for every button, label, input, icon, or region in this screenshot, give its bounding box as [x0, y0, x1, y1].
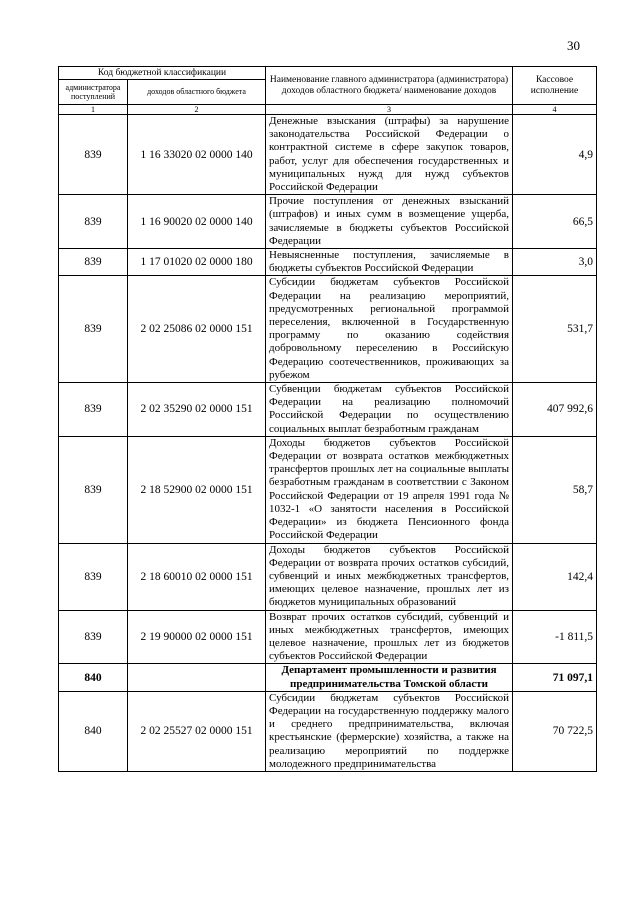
column-number-row: [59, 105, 597, 115]
amount: 407 992,6: [513, 383, 597, 437]
amount: 71 097,1: [513, 664, 597, 691]
column-number-2: 2: [128, 105, 266, 115]
column-number-3: 3: [266, 105, 513, 115]
table-row: [59, 249, 597, 276]
table-row: [59, 115, 597, 195]
income-name: Доходы бюджетов субъектов Российской Федерации от возврата остатков межбюджетных трансфертов прошлых лет на социальные выплаты безработным гражданам в соответствии с Законом Российской Федерации от 19 апреля 1991 года № 1032-1 «О занятости населения в Российской Федерации» из бюджета Пенсионного фонда Российской Федерации: [266, 436, 513, 543]
admin-code: 839: [59, 543, 128, 610]
table-row: [59, 610, 597, 664]
table-row: [59, 436, 597, 543]
amount: 58,7: [513, 436, 597, 543]
income-code: [128, 664, 266, 691]
admin-code: 839: [59, 610, 128, 664]
admin-code: 839: [59, 436, 128, 543]
table-row: [59, 543, 597, 610]
income-code: 1 17 01020 02 0000 180: [128, 249, 266, 276]
amount: 531,7: [513, 276, 597, 383]
income-name: Денежные взыскания (штрафы) за нарушение законодательства Российской Федерации о контрактной системе в сфере закупок товаров, работ, услуг для обеспечения государственных и муниципальных нужд для нужд субъектов Российской Федерации: [266, 115, 513, 195]
amount: 70 722,5: [513, 691, 597, 771]
admin-code: 839: [59, 195, 128, 249]
income-code: 2 18 60010 02 0000 151: [128, 543, 266, 610]
budget-table: [58, 66, 597, 772]
admin-header: администратора поступлений: [59, 80, 128, 105]
income-name: Невыясненные поступления, зачисляемые в бюджеты субъектов Российской Федерации: [266, 249, 513, 276]
amount: -1 811,5: [513, 610, 597, 664]
table-row: [59, 276, 597, 383]
income-code: 1 16 33020 02 0000 140: [128, 115, 266, 195]
income-code: 2 02 35290 02 0000 151: [128, 383, 266, 437]
income-name: Субсидии бюджетам субъектов Российской Федерации на реализацию мероприятий, предусмотренных региональной программой переселения, включенной в Государственную программу по оказанию содействия добровольному переселению в Российскую Федерацию соотечественников, проживающих за рубежом: [266, 276, 513, 383]
income-code: 2 02 25527 02 0000 151: [128, 691, 266, 771]
income-name: Субвенции бюджетам субъектов Российской Федерации на реализацию полномочий Российской Федерации по осуществлению социальных выплат безработным гражданам: [266, 383, 513, 437]
income-code: 2 18 52900 02 0000 151: [128, 436, 266, 543]
name-header: Наименование главного администратора (администратора) доходов областного бюджета/ наименование доходов: [266, 67, 513, 105]
column-number-4: 4: [513, 105, 597, 115]
income-name: Возврат прочих остатков субсидий, субвенций и иных межбюджетных трансфертов, имеющих целевое назначение, прошлых лет из бюджетов субъектов Российской Федерации: [266, 610, 513, 664]
income-code: 2 19 90000 02 0000 151: [128, 610, 266, 664]
amount: 3,0: [513, 249, 597, 276]
amount: 66,5: [513, 195, 597, 249]
amount-header: Кассовое исполнение: [513, 67, 597, 105]
table-row: [59, 195, 597, 249]
admin-code: 840: [59, 691, 128, 771]
amount: 142,4: [513, 543, 597, 610]
classification-header: Код бюджетной классификации: [59, 67, 266, 80]
section-row: [59, 664, 597, 691]
admin-code: 839: [59, 249, 128, 276]
income-name: Субсидии бюджетам субъектов Российской Федерации на государственную поддержку малого и среднего предпринимательства, включая крестьянские (фермерские) хозяйства, а также на реализацию мероприятий по поддержке молодежного предпринимательства: [266, 691, 513, 771]
column-number-1: 1: [59, 105, 128, 115]
income-code: 1 16 90020 02 0000 140: [128, 195, 266, 249]
admin-code: 839: [59, 115, 128, 195]
department-name: Департамент промышленности и развития предпринимательства Томской области: [266, 664, 513, 691]
income-header: доходов областного бюджета: [128, 80, 266, 105]
admin-code: 839: [59, 276, 128, 383]
table-row: [59, 383, 597, 437]
income-name: Доходы бюджетов субъектов Российской Федерации от возврата прочих остатков субсидий, субвенций и иных межбюджетных трансфертов, имеющих целевое назначение, прошлых лет из бюджетов муниципальных образований: [266, 543, 513, 610]
admin-code: 839: [59, 383, 128, 437]
income-name: Прочие поступления от денежных взысканий (штрафов) и иных сумм в возмещение ущерба, зачисляемые в бюджеты субъектов Российской Федерации: [266, 195, 513, 249]
income-code: 2 02 25086 02 0000 151: [128, 276, 266, 383]
table-row: [59, 691, 597, 771]
header-row: [59, 67, 597, 80]
admin-code: 840: [59, 664, 128, 691]
amount: 4,9: [513, 115, 597, 195]
page-number: 30: [567, 38, 580, 53]
